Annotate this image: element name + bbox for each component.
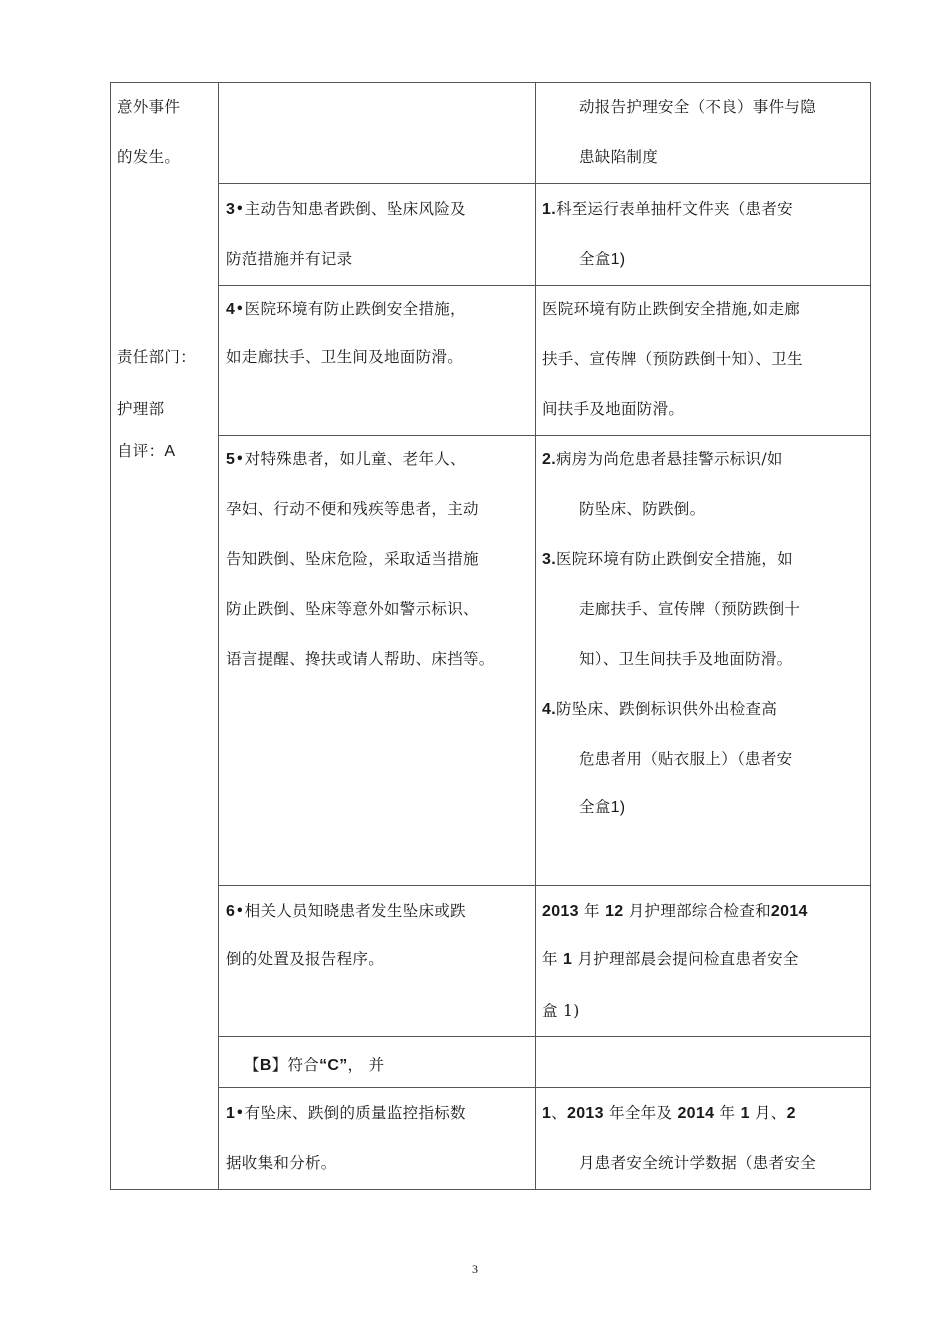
evidence-line: 间扶手及地面防滑。 (542, 400, 685, 418)
requirement-item-5 (226, 449, 466, 470)
requirement-text: •相关人员知晓患者发生坠床或跌 (235, 902, 466, 920)
responsible-dept-label: 责任部门： (117, 348, 197, 366)
requirement-text: •有坠床、跌倒的质量监控指标数 (235, 1104, 466, 1122)
evidence-line: 盒 1) (542, 1002, 580, 1020)
evidence-text: 科至运行表单抽杆文件夹（患者安 (555, 200, 793, 218)
evidence-line (542, 949, 799, 970)
evidence-line (579, 797, 625, 818)
self-eval (117, 441, 175, 462)
evidence-text: 防坠床、跌倒标识供外出检查高 (555, 700, 778, 718)
item-number: 4 (226, 301, 236, 318)
evidence-line: 危患者用（贴衣服上）（患者安 (579, 750, 793, 768)
page-number: 3 (472, 1262, 478, 1276)
evidence-number: 1 (542, 1105, 552, 1122)
item-number: 3 (226, 201, 236, 218)
requirement-text: •医院环境有防止跌倒安全措施， (235, 300, 466, 318)
self-eval-label: 自评： (117, 442, 165, 460)
row-divider (218, 183, 871, 184)
responsible-dept-value: 护理部 (117, 400, 165, 418)
evidence-line (579, 249, 625, 270)
evidence-number: 1) (610, 799, 626, 816)
evidence-text: 年 (584, 902, 600, 920)
item-number: 1 (226, 1105, 236, 1122)
requirement-line: 防范措施并有记录 (226, 250, 353, 268)
evidence-line: 医院环境有防止跌倒安全措施,如走廊 (542, 300, 801, 318)
requirement-line: 据收集和分析。 (226, 1154, 337, 1172)
row-divider (218, 1087, 871, 1088)
column-divider-1 (218, 82, 219, 1190)
evidence-line (542, 1103, 796, 1124)
evidence-text: 年 (719, 1104, 736, 1122)
evidence-text: 医院环境有防止跌倒安全措施，如 (555, 550, 793, 568)
requirement-line: 孕妇、行动不便和残疾等患者，主动 (226, 500, 479, 518)
item-number: 6 (226, 903, 236, 920)
row-divider (218, 885, 871, 886)
evidence-text: 全盒 (579, 798, 611, 816)
requirement-text: •主动告知患者跌倒、坠床风险及 (235, 200, 466, 218)
requirement-item-4 (226, 299, 466, 320)
evidence-item-2 (542, 449, 783, 470)
evidence-line: 防坠床、防跌倒。 (579, 500, 706, 518)
bracket: 【 (244, 1056, 260, 1074)
requirement-line: 语言提醒、搀扶或请人帮助、床挡等。 (226, 650, 495, 668)
year: 2013 (567, 1105, 604, 1122)
requirement-line: 防止跌倒、坠床等意外如警示标识、 (226, 600, 479, 618)
requirement-line: 倒的处置及报告程序。 (226, 950, 385, 968)
evidence-number: 3. (542, 551, 556, 568)
evidence-text: 月护理部晨会提问检直患者安全 (577, 950, 799, 968)
evidence-number: 4. (542, 701, 556, 718)
month: 1 (563, 951, 573, 968)
evidence-line: 走廊扶手、宣传牌（预防跌倒十 (579, 600, 801, 618)
evidence-line: 患缺陷制度 (579, 148, 659, 166)
row-divider (218, 285, 871, 286)
month: 2 (786, 1105, 796, 1122)
evidence-number: 2. (542, 451, 556, 468)
header-text: 】符合 (271, 1056, 320, 1074)
evidence-line: 知）、卫生间扶手及地面防滑。 (579, 650, 793, 668)
evidence-number: 1. (542, 201, 556, 218)
evidence-text: 月护理部综合检查和 (628, 902, 771, 920)
year: 2014 (677, 1105, 715, 1122)
evidence-text: 全盒 (579, 250, 611, 268)
evidence-item-4 (542, 699, 777, 720)
year: 2014 (770, 903, 808, 920)
evidence-item-1 (542, 199, 793, 220)
evidence-text: 、 (551, 1104, 568, 1122)
requirement-line: 如走廊扶手、卫生间及地面防滑。 (226, 348, 464, 366)
evidence-text: 年 (542, 950, 558, 968)
evidence-text: 病房为尚危患者悬挂警示标识/如 (555, 450, 783, 468)
evidence-line: 动报告护理安全（不良）事件与隐 (579, 98, 817, 116)
self-eval-grade: A (164, 443, 176, 460)
evidence-text: 月、 (755, 1104, 787, 1122)
evidence-line: 扶手、宣传牌（预防跌倒十知）、卫生 (542, 350, 803, 368)
item-title-line: 意外事件 (117, 98, 181, 116)
requirement-text: •对特殊患者，如儿童、老年人、 (235, 450, 466, 468)
requirement-item-3 (226, 199, 466, 220)
standards-table (110, 82, 871, 1190)
year: 2013 (542, 903, 579, 920)
grade-b-header (244, 1055, 384, 1076)
evidence-line (542, 901, 808, 922)
month: 1 (740, 1105, 750, 1122)
requirement-line: 告知跌倒、坠床危险，采取适当措施 (226, 550, 479, 568)
row-divider (218, 435, 871, 436)
grade-letter: “C” (319, 1057, 348, 1074)
evidence-number: 1) (610, 251, 626, 268)
month: 12 (605, 903, 624, 920)
evidence-line: 月患者安全统计学数据（患者安全 (579, 1154, 817, 1172)
requirement-item-6 (226, 901, 466, 922)
row-divider (218, 1036, 871, 1037)
evidence-text: 年全年及 (609, 1104, 673, 1122)
item-title-line: 的发生。 (117, 148, 181, 166)
grade-letter: B (259, 1057, 272, 1074)
item-number: 5 (226, 451, 236, 468)
evidence-item-3 (542, 549, 793, 570)
header-text: ， 并 (347, 1056, 385, 1074)
column-divider-2 (535, 82, 536, 1190)
requirement-item-b1 (226, 1103, 466, 1124)
